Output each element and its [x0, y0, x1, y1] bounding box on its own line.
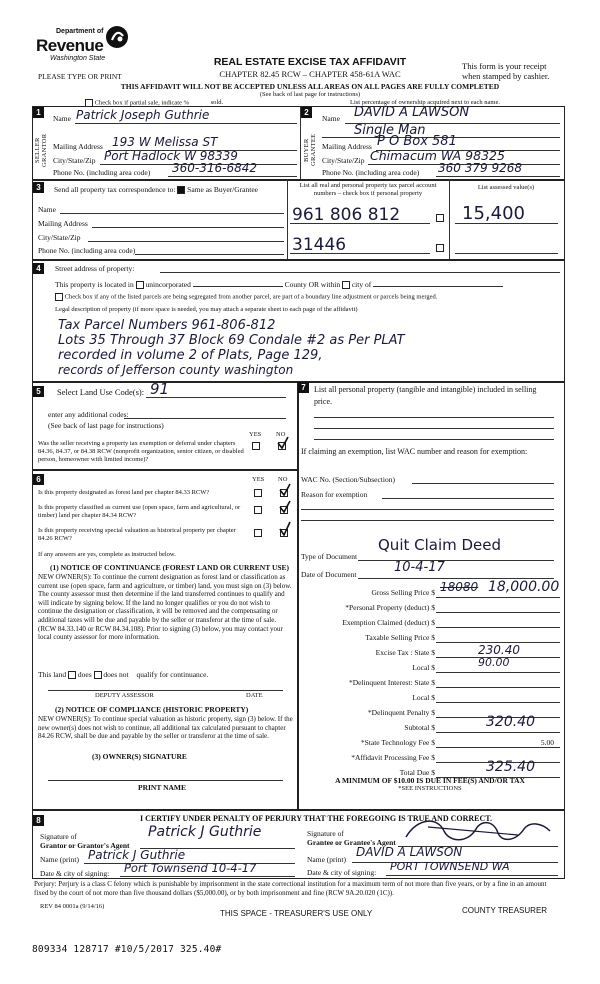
- tax-row: [300, 615, 560, 630]
- partial-sale-sold: sold.: [210, 99, 224, 107]
- form-chapter: CHAPTER 82.45 RCW – CHAPTER 458-61A WAC: [219, 69, 401, 79]
- exemption-question: Was the seller receiving a property tax exemption or deferral under chapters 84.36, 84.37, or 84.38 RCW (nonprofit organization, senior citizen, or disabled person, homeowner with limited income)?: [38, 440, 244, 463]
- historic-question: Is this property receiving special valuation as historical property per chapter 84.26 RCW?: [38, 527, 236, 542]
- owner-signature-label: (3) OWNER(S) SIGNATURE: [92, 752, 187, 761]
- buyer-name-value[interactable]: DAVID A LAWSON: [354, 105, 470, 120]
- tax-row: [300, 645, 560, 660]
- see-instructions-note: *SEE INSTRUCTIONS: [398, 785, 462, 792]
- section-2-number: 2: [301, 107, 312, 118]
- tax-row-label: Excise Tax : State $: [375, 648, 435, 657]
- additional-codes-label: enter any additional codes:: [48, 410, 129, 419]
- treasurer-space: THIS SPACE - TREASURER'S USE ONLY: [220, 909, 373, 918]
- tax-row-label: Subtotal $: [404, 723, 435, 732]
- city-of-checkbox[interactable]: [342, 281, 350, 289]
- tax-row-label: *Delinquent Interest: State $: [348, 678, 435, 687]
- current-use-question: Is this property classified as current use (open space, farm and agricultural, or timber) land per chapter 84.34 RCW?: [38, 504, 241, 519]
- tax-row-label: *Delinquent Penalty $: [367, 708, 435, 717]
- historic-no-checkmark-icon: [278, 521, 292, 537]
- buyer-address-value[interactable]: P O Box 581: [377, 134, 457, 149]
- s5-yes-header: YES: [249, 431, 262, 438]
- qualify-label: qualify for continuance.: [136, 670, 209, 679]
- grantor-date-city[interactable]: Port Townsend 10-4-17: [124, 861, 257, 875]
- assessed-header: List assessed value(s): [477, 184, 535, 191]
- grantee-date-city[interactable]: PORT TOWNSEND WA: [390, 860, 510, 873]
- parcels-header: List all real and personal property tax parcel account numbers – check box if personal property: [299, 182, 437, 197]
- seller-city-value[interactable]: Port Hadlock W 98339: [104, 149, 238, 163]
- does-not-label: does not: [103, 670, 129, 679]
- street-address-label: Street address of property:: [55, 264, 135, 273]
- see-back-header: (See back of last page for instructions): [259, 91, 361, 98]
- tax-row-label: Gross Selling Price $: [371, 588, 435, 597]
- notice-1-body: NEW OWNER(S): To continue the current designation as forest land or classification as current use (open space, farm and agriculture, or timber) land, you must sign on (3) below. The county assessor must then determine if the land transferred continues to qualify and will indicate by signing below. If the land no longer qualifies or you do not wish to continue the designation or classification, it will be removed and the compensating or additional taxes will be due and payable by the seller or transferor at the time of sale. (RCW 84.33.140 or RCW 84.34.108). Prior to signing (3) below, you may contact your local county assessor for more information.: [38, 573, 292, 642]
- land-does-checkbox[interactable]: [68, 671, 76, 679]
- notice-1-title: (1) NOTICE OF CONTINUANCE (FOREST LAND OR CURRENT USE): [50, 563, 290, 572]
- current-use-yes-checkbox[interactable]: [254, 506, 262, 514]
- tax-row-value[interactable]: 320.40: [486, 714, 535, 730]
- seller-name-label: Name: [53, 114, 71, 123]
- section-5-number: 5: [33, 386, 44, 397]
- s5-see-back: (See back of last page for instructions): [48, 421, 164, 430]
- tax-row-label: Exemption Claimed (deduct) $: [342, 618, 435, 627]
- grantee-sig-label-1: Signature of: [307, 829, 344, 838]
- perjury-notice: Perjury: Perjury is a class C felony which is punishable by imprisonment in the state correctional institution for a maximum term of not more than five years, or by a fine in an amount fixed by the court of not more than five thousand dollars ($5,000.00), or by both imprisonment and fine (RCW 9A.20.020 (1C)).: [34, 880, 547, 897]
- seller-address-label: Mailing Address: [53, 142, 103, 151]
- seller-phone-label: Phone No. (including area code): [53, 168, 151, 177]
- doc-type-label: Type of Document: [301, 552, 358, 561]
- land-use-value[interactable]: 91: [150, 380, 170, 398]
- section-4-number: 4: [33, 263, 44, 274]
- tax-row-label: *Affidavit Processing Fee $: [351, 753, 435, 762]
- assessed-1-value[interactable]: 15,400: [462, 203, 525, 224]
- tax-row-label: Taxable Selling Price $: [365, 633, 435, 642]
- grantee-sig-label-2: Grantee or Grantee's Agent: [307, 838, 396, 847]
- deputy-assessor-label: DEPUTY ASSESSOR: [95, 692, 154, 699]
- grantee-date-label: Date & city of signing:: [307, 868, 377, 877]
- tax-row-label: Local $: [412, 663, 435, 672]
- tax-row: [300, 735, 560, 750]
- city-of-label: city of: [351, 280, 372, 289]
- same-as-checkbox[interactable]: [177, 186, 185, 194]
- tax-row-value[interactable]: 325.40: [486, 759, 535, 775]
- forest-question: Is this property designated as forest land per chapter 84.33 RCW?: [38, 489, 210, 496]
- please-type: PLEASE TYPE OR PRINT: [38, 72, 122, 81]
- print-name-label: PRINT NAME: [138, 783, 186, 792]
- buyer-side-label: BUYER GRANTEE: [303, 133, 317, 167]
- unincorporated-label: unincorporated: [145, 280, 191, 289]
- parcel-1-personal-checkbox[interactable]: [436, 214, 444, 222]
- ownership-note: List percentage of ownership acquired next to each name.: [350, 99, 500, 106]
- notice-2-body: NEW OWNER(S): To continue special valuation as historic property, sign (3) below. If the new owner(s) does not wish to continue, all additional tax calculated pursuant to chapter 84.26 RCW, shall be due and payable by the seller or transferor at the time of sale.: [38, 715, 293, 741]
- personal-property-label: List all personal property (tangible and intangible) included in selling price.: [314, 385, 537, 406]
- seller-phone-value[interactable]: 360-316-6842: [172, 161, 258, 175]
- dor-emblem-icon: [104, 24, 130, 50]
- segregate-checkbox[interactable]: [55, 293, 63, 301]
- doc-date-value[interactable]: 10-4-17: [394, 560, 445, 575]
- tax-row-value[interactable]: 230.40: [478, 643, 520, 657]
- section-6-number: 6: [33, 474, 44, 485]
- land-does-not-checkbox[interactable]: [94, 671, 102, 679]
- tax-row: [300, 600, 560, 615]
- partial-sale-label: Check box if partial sale, indicate %: [94, 99, 190, 107]
- doc-type-value[interactable]: Quit Claim Deed: [378, 536, 502, 554]
- county-label: County OR within: [284, 280, 341, 289]
- deputy-date-label: DATE: [246, 692, 263, 699]
- seller-side-label: SELLER GRANTOR: [34, 133, 48, 167]
- tax-row-value[interactable]: 18,000.00: [488, 579, 560, 595]
- s6-no-header: NO: [278, 476, 288, 483]
- grantor-date-label: Date & city of signing:: [40, 869, 110, 878]
- tax-row: [300, 714, 560, 735]
- forest-no-checkmark-icon: [278, 483, 292, 497]
- located-row: [55, 280, 503, 289]
- form-title: REAL ESTATE EXCISE TAX AFFIDAVIT: [213, 56, 407, 68]
- legal-line-2[interactable]: Lots 35 Through 37 Block 69 Condale #2 as Per PLAT: [58, 333, 405, 348]
- any-yes-note: If any answers are yes, complete as instructed below.: [38, 551, 176, 558]
- s5-no-header: NO: [276, 431, 286, 438]
- same-as-label: Same as Buyer/Grantee: [187, 185, 258, 194]
- exemption-claim-label: If claiming an exemption, list WAC number and reason for exemption:: [301, 447, 528, 456]
- seller-city-label: City/State/Zip: [53, 156, 96, 165]
- correspondence-row: [54, 185, 258, 194]
- exemption-yes-checkbox[interactable]: [252, 442, 260, 450]
- historic-yes-checkbox[interactable]: [254, 529, 262, 537]
- segregate-label: Check box if any of the listed parcels are being segregated from another parcel, are part of a boundary line adjustment or parcels being merged.: [64, 293, 438, 301]
- grantor-signature[interactable]: Patrick J Guthrie: [148, 824, 262, 840]
- tax-row: [300, 690, 560, 705]
- parcel-2-personal-checkbox[interactable]: [436, 244, 444, 252]
- tax-row: [300, 656, 560, 675]
- s3-city-label: City/State/Zip: [38, 233, 81, 242]
- grantee-signature-icon[interactable]: [398, 813, 558, 847]
- parcel-2-value[interactable]: 31446: [292, 235, 347, 255]
- receipt-note-2: when stamped by cashier.: [462, 71, 550, 81]
- logo-state: Washington State: [50, 55, 106, 62]
- seller-name-value[interactable]: Patrick Joseph Guthrie: [76, 108, 210, 122]
- current-use-no-checkmark-icon: [278, 500, 292, 514]
- buyer-phone-value[interactable]: 360 379 9268: [438, 161, 522, 175]
- buyer-city-value[interactable]: Chimacum WA 98325: [370, 148, 505, 163]
- legal-line-4[interactable]: records of Jefferson county washington: [58, 363, 294, 377]
- grantee-name-label: Name (print): [307, 855, 346, 864]
- land-use-label: Select Land Use Code(s):: [57, 387, 145, 397]
- correspondence-label: Send all property tax correspondence to:: [54, 185, 176, 194]
- tax-row: [300, 579, 560, 600]
- legal-description-label: Legal description of property (if more space is needed, you may attach a separate sheet to each page of the affidavit): [55, 306, 358, 313]
- grantor-name-label: Name (print): [40, 855, 79, 864]
- tax-row-label: *State Technology Fee $: [360, 738, 435, 747]
- gross-struck-value: 18080: [440, 580, 479, 594]
- section-8-number: 8: [33, 815, 44, 826]
- grantor-name-value[interactable]: Patrick J Guthrie: [88, 848, 186, 862]
- tax-row-label: Total Due $: [399, 768, 435, 777]
- buyer-phone-label: Phone No. (including area code): [322, 168, 420, 177]
- s3-name-label: Name: [38, 205, 56, 214]
- section-3-number: 3: [33, 182, 44, 193]
- form-warning: THIS AFFIDAVIT WILL NOT BE ACCEPTED UNLESS ALL AREAS ON ALL PAGES ARE FULLY COMPLETED: [120, 82, 500, 91]
- unincorporated-checkbox[interactable]: [136, 281, 144, 289]
- rev-form-number: REV 84 0001a (9/14/16): [40, 903, 105, 910]
- wac-label: WAC No. (Section/Subsection): [301, 475, 395, 484]
- buyer-name-label: Name: [322, 114, 340, 123]
- legal-line-1[interactable]: Tax Parcel Numbers 961-806-812: [58, 318, 276, 333]
- tax-row-value[interactable]: 90.00: [478, 656, 510, 669]
- tax-row: [300, 630, 560, 645]
- doc-date-label: Date of Document: [301, 570, 357, 579]
- section-1-number: 1: [33, 107, 44, 118]
- reason-label: Reason for exemption: [301, 490, 368, 499]
- s3-phone-label: Phone No. (including area code): [38, 246, 136, 255]
- buyer-address-label: Mailing Address: [322, 142, 372, 151]
- certify-statement: I CERTIFY UNDER PENALTY OF PERJURY THAT THE FOREGOING IS TRUE AND CORRECT.: [140, 814, 493, 823]
- buyer-name-2-value[interactable]: Single Man: [354, 123, 426, 138]
- legal-line-3[interactable]: recorded in volume 2 of Plats, Page 129,: [58, 348, 323, 363]
- s6-yes-header: YES: [252, 476, 265, 483]
- buyer-city-label: City/State/Zip: [322, 156, 365, 165]
- grantor-sig-label-2: Grantor or Grantor's Agent: [40, 841, 130, 850]
- segregate-row: [55, 293, 437, 301]
- county-treasurer: COUNTY TREASURER: [462, 906, 548, 915]
- located-label: This property is located in: [55, 280, 134, 289]
- parcel-1-value[interactable]: 961 806 812: [292, 205, 401, 225]
- footer-stamp: 809334 128717 #10/5/2017 325.40#: [32, 944, 222, 955]
- tax-row: [300, 675, 560, 690]
- does-label: does: [77, 670, 92, 679]
- dor-logo: [36, 28, 131, 68]
- s3-address-label: Mailing Address: [38, 219, 88, 228]
- notice-2-title: (2) NOTICE OF COMPLIANCE (HISTORIC PROPERTY): [55, 705, 249, 714]
- this-land-label: This land: [38, 670, 67, 679]
- forest-yes-checkbox[interactable]: [254, 489, 262, 497]
- receipt-note-1: This form is your receipt: [462, 61, 547, 71]
- exemption-no-checkmark-icon: [276, 436, 290, 450]
- tax-row-label: *Personal Property (deduct) $: [345, 603, 435, 612]
- grantor-sig-label-1: Signature of: [40, 832, 77, 841]
- seller-address-value[interactable]: 193 W Melissa ST: [112, 135, 218, 149]
- logo-revenue: Revenue: [36, 36, 104, 55]
- tax-row-label: Local $: [412, 693, 435, 702]
- section-7-number: 7: [298, 382, 309, 393]
- tax-row-value[interactable]: 5.00: [540, 738, 554, 747]
- continuance-row: [38, 670, 208, 679]
- grantee-name-value[interactable]: DAVID A LAWSON: [356, 845, 463, 859]
- minimum-due-note: A MINIMUM OF $10.00 IS DUE IN FEE(S) AND/OR TAX: [335, 776, 525, 785]
- logo-department: Department of: [56, 28, 104, 35]
